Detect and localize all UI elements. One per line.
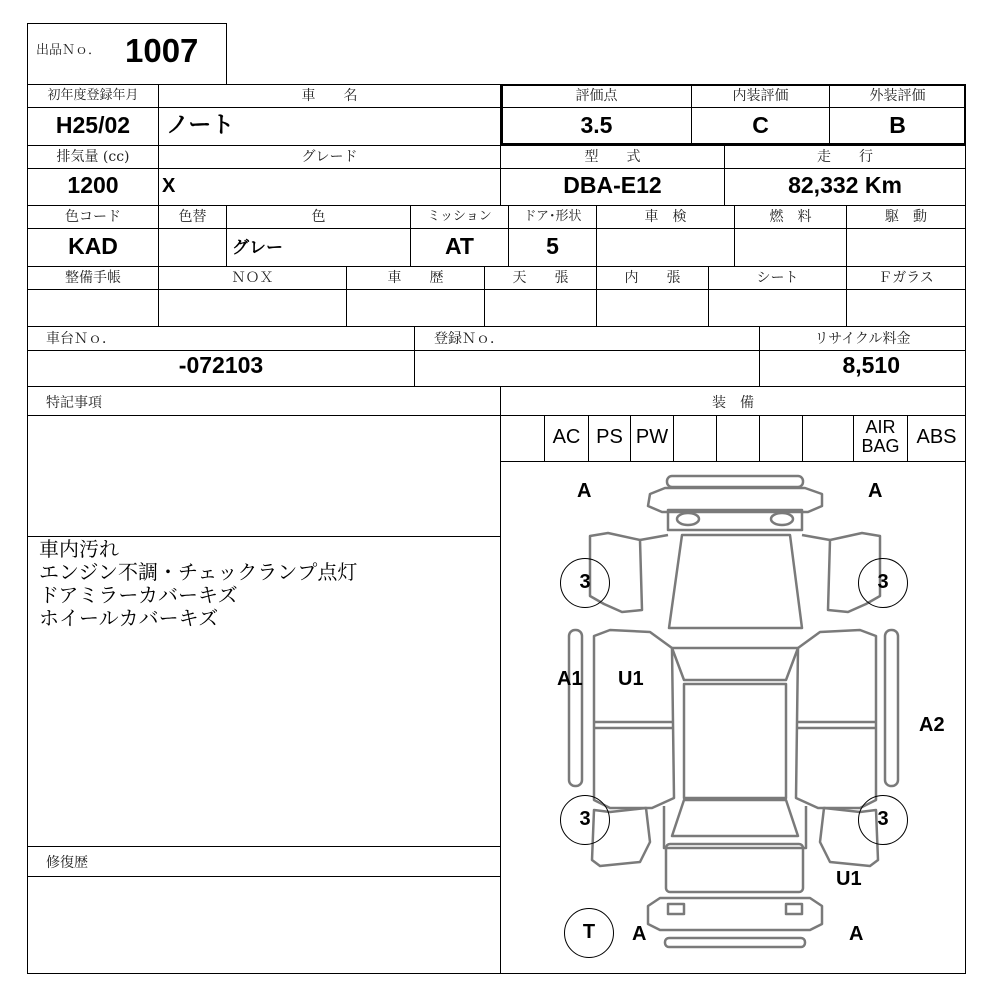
- interior-grade-value: C: [752, 112, 769, 138]
- grade-value: X: [162, 175, 176, 197]
- lot-number: 1007: [125, 32, 199, 69]
- lot-label: 出品Ｎｏ．: [36, 43, 102, 58]
- mission-value: AT: [445, 233, 474, 259]
- nox-label: ＮＯＸ: [231, 270, 274, 286]
- mark-rear-right: A: [849, 923, 864, 945]
- mileage-value: 82,332 Km: [788, 172, 902, 198]
- mark-left-side-u1: U1: [618, 668, 644, 690]
- car-name-value: ノート: [166, 112, 235, 138]
- note-line-4: ホイールカバーキズ: [39, 606, 219, 630]
- mission-label: ミッション: [427, 209, 492, 224]
- interior-grade-label: 内装評価: [732, 88, 789, 104]
- tire-front-right: 3: [858, 558, 908, 608]
- reg-date-value: H25/02: [55, 112, 131, 138]
- spare-tire: T: [564, 908, 614, 958]
- note-line-1: 車内汚れ: [39, 537, 119, 561]
- drive-label: 駆 動: [885, 209, 927, 225]
- mark-rear-left: A: [632, 923, 647, 945]
- repaint-label: 色替: [178, 209, 207, 225]
- repair-history-label: 修復歴: [46, 855, 88, 871]
- note-line-2: エンジン不調・チェックランプ点灯: [39, 560, 358, 584]
- inspection-label: 車 検: [644, 209, 687, 225]
- mark-front-left: A: [577, 480, 592, 502]
- front-glass-label: Ｆガラス: [878, 270, 934, 286]
- recycle-fee-label: リサイクル料金: [814, 331, 911, 347]
- model-code-value: DBA-E12: [563, 172, 662, 198]
- displacement-label: 排気量 (cc): [56, 149, 130, 165]
- color-code-label: 色コード: [65, 209, 121, 225]
- registration-number-label: 登録Ｎｏ．: [434, 331, 504, 347]
- color-code-value: KAD: [68, 233, 118, 259]
- tire-rear-right: 3: [858, 795, 908, 845]
- vehicle-history-label: 車 歴: [387, 270, 444, 286]
- maintenance-book-label: 整備手帳: [65, 270, 121, 286]
- score-value: 3.5: [580, 112, 613, 138]
- notes-label: 特記事項: [46, 395, 102, 411]
- tire-front-left: 3: [560, 558, 610, 608]
- equip-ps: PS: [596, 426, 623, 448]
- seat-label: シート: [756, 270, 799, 286]
- mark-left-side-a1: A1: [557, 668, 583, 690]
- exterior-grade-value: B: [889, 112, 906, 138]
- door-label: ドア･形状: [523, 209, 582, 224]
- car-body-diagram: [501, 462, 965, 973]
- chassis-number-label: 車台Ｎｏ．: [46, 331, 116, 347]
- exterior-grade-label: 外装評価: [869, 88, 926, 104]
- mileage-label: 走 行: [817, 149, 873, 165]
- note-line-3: ドアミラーカバーキズ: [39, 583, 238, 607]
- equipment-label: 装 備: [712, 395, 754, 411]
- mark-rear-right-u1: U1: [836, 868, 862, 890]
- chassis-number-value: -072103: [178, 352, 264, 378]
- color-value: グレー: [232, 238, 283, 258]
- equip-airbag: AIR BAG: [861, 417, 900, 456]
- grade-label: グレード: [301, 149, 358, 165]
- model-code-label: 型 式: [584, 149, 641, 165]
- mark-front-right: A: [868, 480, 883, 502]
- score-label: 評価点: [575, 88, 618, 104]
- reg-date-label: 初年度登録年月: [47, 88, 139, 103]
- door-value: 5: [546, 233, 559, 259]
- mark-right-side-a2: A2: [919, 714, 945, 736]
- headliner-label: 天 張: [512, 270, 569, 286]
- tire-rear-left: 3: [560, 795, 610, 845]
- recycle-fee-value: 8,510: [842, 352, 900, 378]
- equip-pw: PW: [635, 426, 669, 448]
- equip-abs: ABS: [916, 426, 957, 448]
- fuel-label: 燃 料: [769, 209, 812, 225]
- interior-trim-label: 内 張: [624, 270, 681, 286]
- displacement-value: 1200: [67, 172, 119, 198]
- equip-ac: AC: [552, 426, 581, 448]
- color-label: 色: [311, 209, 326, 225]
- car-name-label: 車 名: [301, 88, 358, 104]
